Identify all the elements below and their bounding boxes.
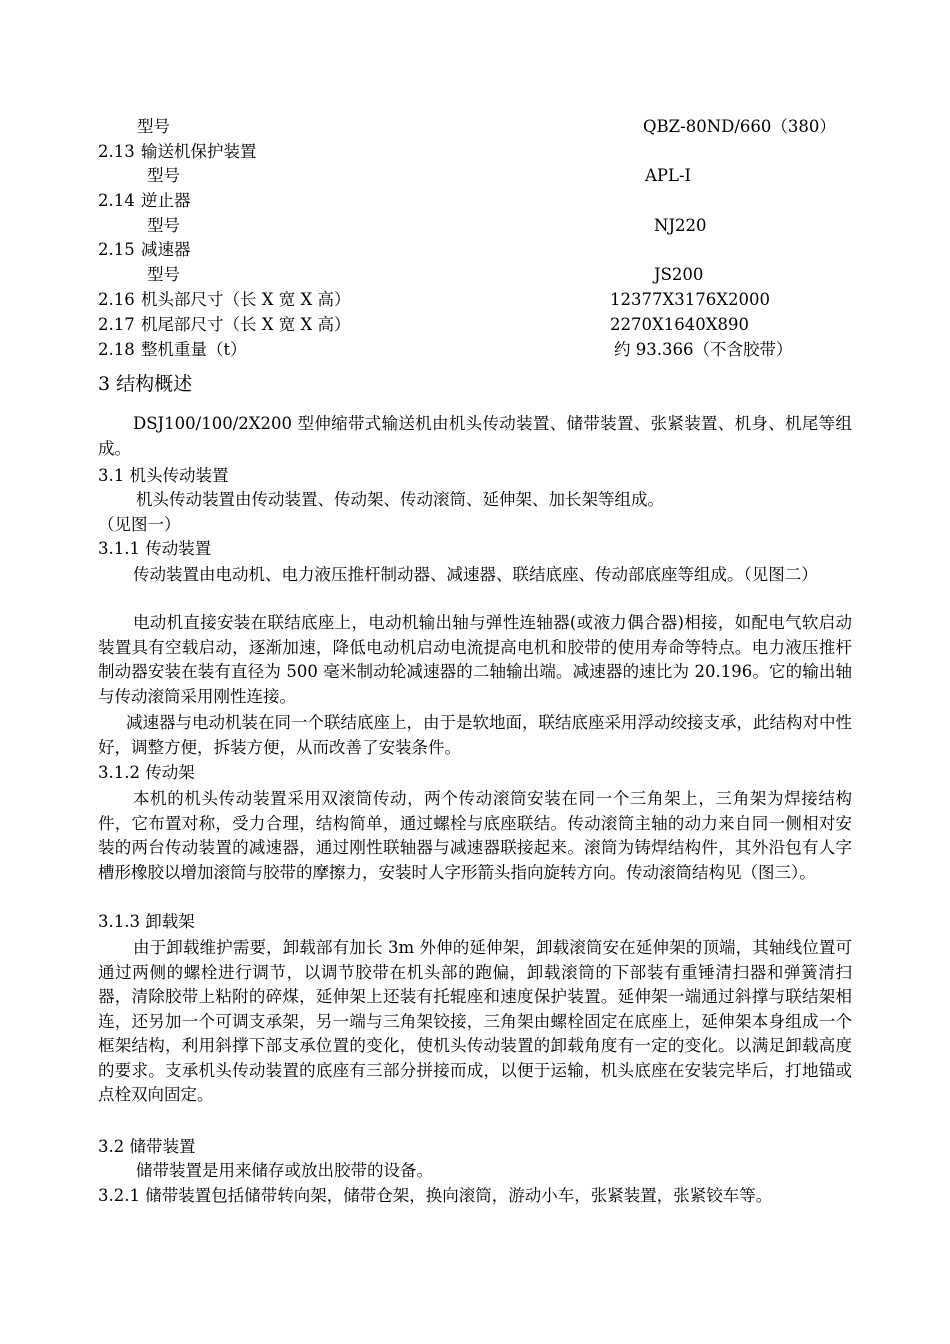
- subsection-title: 3.1.2 传动架: [98, 763, 195, 782]
- paragraph: 由于卸载维护需要，卸载部有加长 3m 外伸的延伸架，卸载滚筒安在延伸架的顶端，其轴线位置可通过两侧的螺栓进行调节，以调节胶带在机头部的跑偏，卸载滚筒的下部装有重锤清扫器和弹簧清扫器，清除胶带上粘附的碎煤，延伸架上还装有托辊座和速度保护装置。延伸架一端通过斜撑与联结架相连，还另加一个可调支承架，另一端与三角架铰接，三角架由螺栓固定在底座上，延伸架本身组成一个框架结构，利用斜撑下部支承位置的变化，使机头传动装置的卸载角度有一定的变化。以满足卸载高度的要求。支承机头传动装置的底座有三部分拼接而成，以便于运输，机头底座在安装完毕后，打地锚或点栓双向固定。: [98, 938, 852, 1104]
- spec-heading: 机头部尺寸（长 X 宽 X 高）: [141, 290, 351, 309]
- section-title: 3 结构概述: [98, 373, 193, 395]
- spec-value: QBZ-80ND/660（380）: [643, 117, 836, 136]
- paragraph: 减速器与电动机装在同一个联结底座上，由于是软地面，联结底座采用浮动绞接支承，此结构对中性好，调整方便，拆装方便，从而改善了安装条件。: [98, 713, 852, 757]
- spec-value: 2270X1640X890: [610, 315, 749, 334]
- spec-value: JS200: [654, 265, 704, 284]
- subsection-title: 3.2 储带装置: [98, 1137, 196, 1156]
- subsection-title: 3.1.1 传动装置: [98, 539, 212, 558]
- figure-reference: （见图一）: [98, 515, 181, 534]
- spec-number: 2.15: [98, 240, 135, 259]
- paragraph: 本机的机头传动装置采用双滚筒传动，两个传动滚筒安装在同一个三角架上，三角架为焊接结构件，它布置对称，受力合理，结构简单，通过螺栓与底座联结。传动滚筒主轴的动力来自同一侧相对安装的两台传动装置的减速器，通过刚性联轴器与减速器联接起来。滚筒为铸焊结构件，其外沿包有人字槽形橡胶以增加滚筒与胶带的摩擦力，安装时人字形箭头指向旋转方向。传动滚筒结构见（图三）。: [98, 789, 852, 882]
- paragraph: 储带装置是用来储存或放出胶带的设备。: [136, 1161, 433, 1180]
- paragraph: 3.2.1 储带装置包括储带转向架，储带仓架，换向滚筒，游动小车，张紧装置，张紧铰车等。: [98, 1186, 773, 1205]
- spec-value: 约 93.366（不含胶带）: [614, 340, 793, 359]
- subsection-title: 3.1.3 卸载架: [98, 912, 195, 931]
- paragraph: 电动机直接安装在联结底座上，电动机输出轴与弹性连轴器(或液力偶合器)相接，如配电气软启动装置具有空载启动，逐渐加速，降低电动机启动电流提高电机和胶带的使用寿命等特点。电力液压推杆制动器安装在装有直径为 500 毫米制动轮减速器的二轴输出端。减速器的速比为 20.196。它的输出轴与传动滚筒采用刚性连接。: [98, 613, 852, 706]
- subsection-title: 3.1 机头传动装置: [98, 466, 229, 485]
- spec-value: NJ220: [654, 216, 707, 235]
- paragraph: 机头传动装置由传动装置、传动架、传动滚筒、延伸架、加长架等组成。: [136, 490, 664, 509]
- spec-number: 2.14: [98, 191, 135, 210]
- spec-value: 12377X3176X2000: [610, 290, 770, 309]
- paragraph: DSJ100/100/2X200 型伸缩带式输送机由机头传动装置、储带装置、张紧装置、机身、机尾等组成。: [98, 414, 852, 458]
- spec-heading: 整机重量（t）: [141, 340, 247, 359]
- spec-heading: 机尾部尺寸（长 X 宽 X 高）: [141, 315, 351, 334]
- spec-number: 2.17: [98, 315, 135, 334]
- spec-label: 型号: [137, 117, 170, 136]
- spec-label: 型号: [147, 216, 180, 235]
- spec-heading: 减速器: [141, 240, 191, 259]
- spec-label: 型号: [147, 166, 180, 185]
- spec-value: APL-I: [645, 166, 692, 185]
- spec-number: 2.16: [98, 290, 135, 309]
- paragraph: 传动装置由电动机、电力液压推杆制动器、减速器、联结底座、传动部底座等组成。（见图二）: [133, 565, 818, 584]
- spec-heading: 逆止器: [141, 191, 191, 210]
- spec-number: 2.18: [98, 340, 135, 359]
- spec-number: 2.13: [98, 142, 135, 161]
- spec-label: 型号: [147, 265, 180, 284]
- spec-heading: 输送机保护装置: [141, 142, 257, 161]
